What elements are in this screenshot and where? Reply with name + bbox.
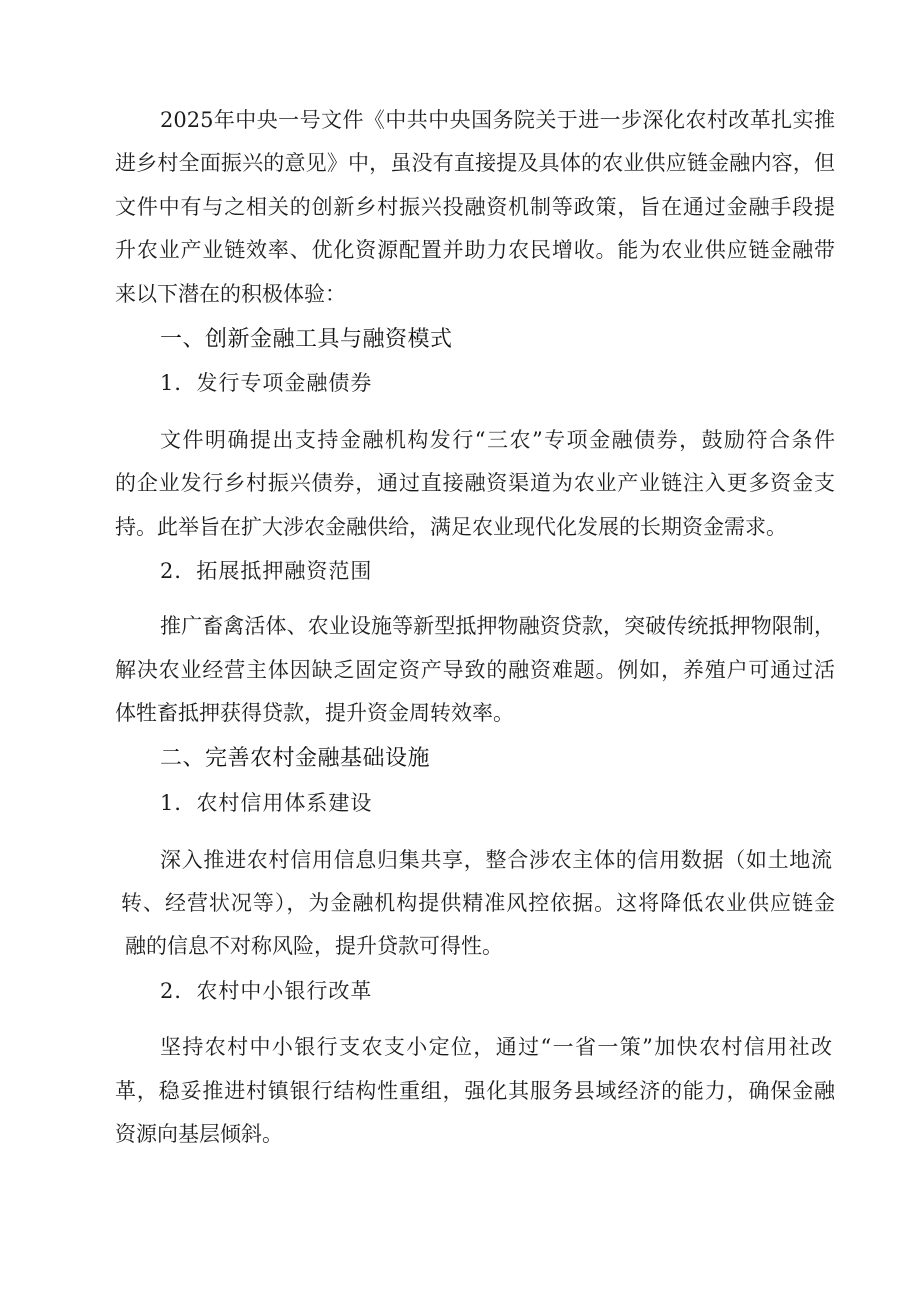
paragraph-line: 文件中有与之相关的创新乡村振兴投融资机制等政策，旨在通过金融手段提 bbox=[115, 195, 835, 219]
subsection-title: 2．农村中小银行改革 bbox=[160, 979, 373, 1003]
paragraph-line: 转、经营状况等），为金融机构提供精准风控依据。这将降低农业供应链金 bbox=[121, 891, 835, 915]
paragraph-line: 推广畜禽活体、农业设施等新型抵押物融资贷款，突破传统抵押物限制， bbox=[160, 614, 835, 638]
paragraph-line: 体牲畜抵押获得贷款，提升资金周转效率。 bbox=[115, 701, 514, 725]
paragraph-line: 革，稳妥推进村镇银行结构性重组，强化其服务县域经济的能力，确保金融 bbox=[115, 1079, 835, 1103]
paragraph-line: 持。此举旨在扩大涉农金融供给，满足农业现代化发展的长期资金需求。 bbox=[115, 515, 787, 539]
paragraph-line: 坚持农村中小银行支农支小定位，通过“一省一策”加快农村信用社改 bbox=[160, 1035, 832, 1059]
paragraph-line: 解决农业经营主体因缺乏固定资产导致的融资难题。例如，养殖户可通过活 bbox=[115, 658, 835, 682]
section-heading: 一、创新金融工具与融资模式 bbox=[160, 327, 453, 352]
paragraph-line: 融的信息不对称风险，提升贷款可得性。 bbox=[125, 934, 503, 958]
subsection-title: 1．农村信用体系建设 bbox=[160, 791, 373, 815]
subsection-title: 2．拓展抵押融资范围 bbox=[160, 559, 373, 583]
paragraph-line: 资源向基层倾斜。 bbox=[115, 1122, 283, 1146]
paragraph-line: 来以下潜在的积极体验： bbox=[115, 282, 346, 306]
paragraph-line: 进乡村全面振兴的意见》中，虽没有直接提及具体的农业供应链金融内容，但 bbox=[115, 151, 835, 175]
paragraph-line: 2025年中央一号文件《中共中央国务院关于进一步深化农村改革扎实推 bbox=[160, 108, 835, 132]
paragraph-line: 文件明确提出支持金融机构发行“三农”专项金融债券，鼓励符合条件 bbox=[160, 428, 835, 452]
paragraph-line: 的企业发行乡村振兴债券，通过直接融资渠道为农业产业链注入更多资金支 bbox=[115, 471, 835, 495]
paragraph-line: 深入推进农村信用信息归集共享，整合涉农主体的信用数据（如土地流 bbox=[160, 848, 832, 872]
section-heading: 二、完善农村金融基础设施 bbox=[160, 746, 431, 771]
subsection-title: 1．发行专项金融债券 bbox=[160, 371, 373, 395]
paragraph-line: 升农业产业链效率、优化资源配置并助力农民增收。能为农业供应链金融带 bbox=[115, 238, 835, 262]
